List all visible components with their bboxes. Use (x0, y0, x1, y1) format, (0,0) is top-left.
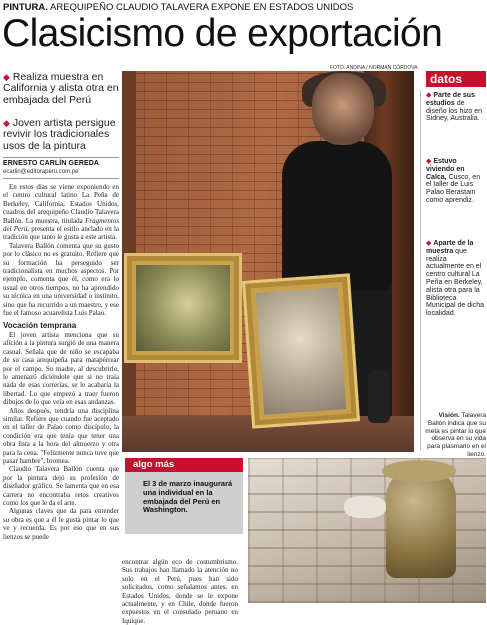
summary-bullet-text: Realiza muestra en California y alista otra en embajada del Perú (3, 71, 119, 106)
paragraph: El joven artista menciona que su afición a la pintura surgió de una manera casual. Señala que de niño se escapaba de su casa arequipeña para matapérrear por el campo. Su madre, al descubrirlo, le amenazó diciéndole que si no traía nada de esas correrías, se le acabaría la libertad. Lo que empezó a traer fueron dibujos de lo que veía en esas andanzas. (3, 330, 119, 407)
bullet-diamond-icon: ◆ (426, 240, 432, 247)
painted-dog (344, 496, 386, 518)
painting-photo (248, 458, 486, 603)
main-photo (122, 71, 414, 452)
author-byline: ERNESTO CARLÍN GEREDA (3, 160, 100, 167)
paragraph-text: , presenta el estilo anclado en la tradición que tanto le gusta a este artista. (3, 225, 119, 242)
sidebar-item-3 (426, 240, 486, 318)
summary-bullet-1 (3, 72, 119, 106)
painting-canvas (136, 265, 230, 351)
article-body-continued: encontrar algún eco de costumbrismo. Sus trabajos han llamado la atención no solo en el Perú, pues han sido solicitados, como señalamos antes, en Estados Unidos, donde se le expone actualmente, y en Chile, donde fueron expuestos en el consulado peruano en Iquique. (122, 558, 238, 625)
kicker-label: PINTURA. (3, 2, 48, 13)
paragraph: Talavera Ballón comenta que su gusto por lo clásico no es gratuito. Refiere que su formación ha perseguido ser tradicionalista en muchos aspectos. Por ejemplo, comenta que él, como era lo usual en otros tiempos, no ha aprendido su técnica en una universidad o instituto, sino que ha recurrido a un maestro, y ese fue el famoso acuarelista Luis Palao. (3, 241, 119, 318)
sidebar-item-text: que realiza actualmente en el centro cultural La Peña en Berkeley, alista otra para la Biblioteca Municipal de dicha localidad. (426, 247, 484, 318)
sidebar-title: datos (426, 71, 486, 87)
summary-bullet-2 (3, 118, 119, 152)
algo-mas-tag: algo más (125, 458, 243, 472)
bullet-diamond-icon: ◆ (3, 72, 10, 82)
painted-figure (386, 468, 456, 578)
kicker-text: AREQUIPEÑO CLAUDIO TALAVERA EXPONE EN ESTADOS UNIDOS (50, 2, 354, 13)
artist-body (282, 141, 392, 291)
sidebar-item-lead: Aparte de la muestra (426, 240, 474, 255)
sidebar-item-lead: Parte de sus estudios (426, 92, 475, 107)
photo-caption (420, 412, 486, 459)
sidebar-item-1 (426, 92, 486, 123)
paragraph: Algunas claves que da para entender su obra es que a él le gusta pintar lo que ve y recuerda. Es por eso que en sus lienzos se puede (3, 507, 119, 541)
algo-mas-box: El 3 de marzo inaugurará una individual en la embajada del Perú en Washington. (125, 472, 243, 534)
sidebar-divider (420, 90, 421, 450)
sidebar-item-lead: Estuvo viviendo en Calca, (426, 158, 465, 181)
bullet-diamond-icon: ◆ (426, 92, 432, 99)
caption-text: Talavera Ballón indica que su meta es pintar lo que observa en su vida para plasmarlo en el lienzo. (425, 412, 486, 458)
summary-bullet-text: Joven artista persigue revivir los tradicionales usos de la pintura (3, 117, 116, 152)
photo-credit: FOTO: ANDINA / NORMAN CÓRDOVA (330, 65, 418, 71)
caption-lead: Visión. (438, 412, 460, 419)
exhibit-title: Fragmentos del Perú (3, 216, 119, 234)
artist-shoe (368, 371, 390, 423)
sidebar-item-text: Cusco, en el taller de Luis Palao Berastain como aprendiz. (426, 173, 481, 204)
article-body (3, 183, 119, 541)
headline: Clasicismo de exportación (2, 12, 443, 55)
divider (3, 157, 119, 158)
bullet-diamond-icon: ◆ (3, 118, 10, 128)
subheading: Vocación temprana (3, 320, 77, 330)
paragraph: Años después, tendría una disciplina similar. Refiere que cuando fue aceptado en el taller de Palao como discípulo, la condición era que tenía que tener una obra lista a la hora del almuerzo y otra para la cena. "Felizmente nunca tuve que pasar hambre", bromea. (3, 406, 119, 465)
painting-frame-right (242, 273, 360, 428)
sidebar-item-2 (426, 158, 486, 205)
paragraph (3, 183, 119, 242)
painted-hat (382, 460, 456, 482)
painting-canvas (256, 287, 346, 414)
divider (3, 178, 119, 179)
author-email[interactable]: ecarlin@editoraperu.com.pe (3, 169, 79, 175)
paragraph: Claudio Talavera Ballón cuenta que por la pintura dejó su profesión de diseñador gráfico. Se lamenta que en esa carrera no encontraba retos creativos como los que le da el arte. (3, 465, 119, 508)
paragraph-text: En estos días se viene exponiendo en el centro cultural latino La Peña de Berkeley, California, Estados Unidos, cuadros del arequipeño Claudio Talavera Ballón. La muestra, titulada (3, 183, 119, 225)
artist-head (312, 73, 374, 145)
bullet-diamond-icon: ◆ (426, 158, 432, 165)
sidebar-item-text: de diseño los hizo en Sidney, Australia. (426, 99, 483, 123)
painting-frame-left (124, 253, 242, 363)
